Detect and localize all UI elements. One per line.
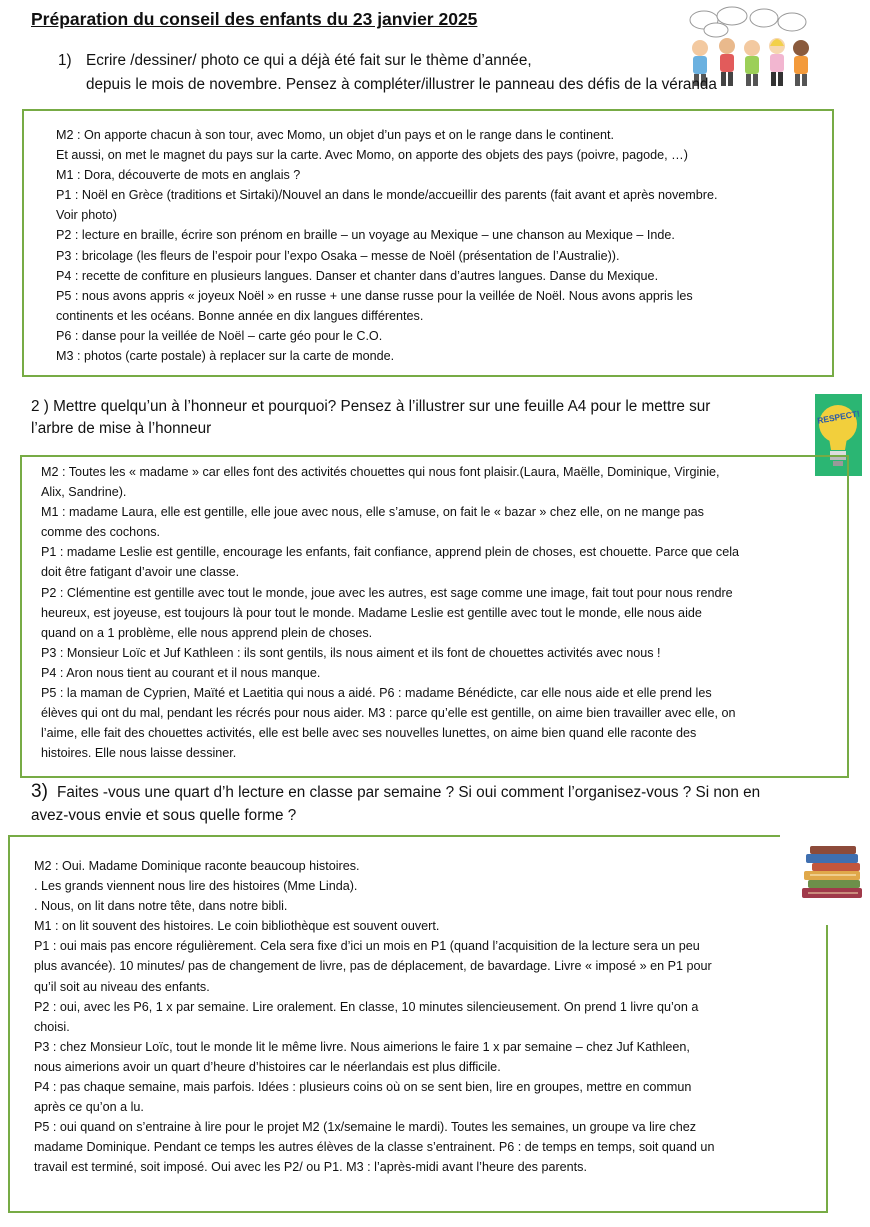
answer-line: continents et les océans. Bonne année en dix langues différentes. — [56, 308, 424, 323]
answer-line: P3 : Monsieur Loïc et Juf Kathleen : ils sont gentils, ils nous aiment et ils font de chouettes activités avec nous ! — [41, 645, 661, 660]
answer-line: M1 : on lit souvent des histoires. Le coin bibliothèque est souvent ouvert. — [34, 919, 440, 934]
section1-heading-line-1: Ecrire /dessiner/ photo ce qui a déjà été fait sur le thème d’année, — [86, 52, 532, 69]
section3-box-left-border — [8, 835, 10, 1213]
answer-line: l’aime, elle fait des chouettes activités, elle est belle avec ses nouvelles lunettes, on aime bien quand elle raconte des — [41, 726, 697, 741]
answer-line: P3 : chez Monsieur Loïc, tout le monde lit le même livre. Nous aimerions le faire 1 x par semaine – chez Juf Kathleen, — [34, 1039, 690, 1054]
section3-answers — [34, 856, 714, 1178]
books-stack-illustration — [800, 840, 870, 906]
answer-line: Voir photo) — [56, 208, 117, 223]
answer-line: P3 : bricolage (les fleurs de l’espoir pour l’expo Osaka – messe de Noël (présentation de l’Australie)). — [56, 248, 620, 263]
section1-number: 1) — [58, 52, 72, 69]
answer-line: nous aimerions avoir un quart d’heure d’histoires car le néerlandais est plus difficile. — [34, 1059, 501, 1074]
page-title: Préparation du conseil des enfants du 23 janvier 2025 — [31, 9, 478, 29]
answer-line: P2 : Clémentine est gentille avec tout le monde, joue avec les autres, est sage comme une image, fait tout pour nous rendre — [41, 585, 733, 600]
answer-line: choisi. — [34, 1019, 70, 1034]
answer-line: M2 : On apporte chacun à son tour, avec Momo, un objet d’un pays et on le range dans le continent. — [56, 128, 614, 142]
answer-line: Alix, Sandrine). — [41, 485, 127, 500]
answer-line: heureux, est joyeuse, est toujours là pour tout le monde. Madame Leslie est gentille avec tout le monde, elle nous aide — [41, 605, 702, 620]
answer-line: P5 : oui quand on s’entraine à lire pour le projet M2 (1x/semaine le mardi). Toutes les semaines, un groupe va lire chez — [34, 1120, 696, 1135]
section3-heading-line-2: avez-vous envie et sous quelle forme ? — [31, 807, 297, 824]
answer-line: P2 : lecture en braille, écrire son prénom en braille – un voyage au Mexique – une chanson au Mexique – Inde. — [56, 228, 675, 243]
answer-line: P1 : oui mais pas encore régulièrement. Cela sera fixe d’ici un mois en P1 (quand l’acquisition de la lecture sera un peu — [34, 939, 700, 954]
answer-line: P1 : madame Leslie est gentille, encourage les enfants, fait confiance, apprend plein de choses, est chouette. Parce que cela — [41, 545, 739, 560]
section3-heading-line-1: Faites -vous une quart d’h lecture en classe par semaine ? Si oui comment l’organisez-vous ? Si non en — [57, 784, 761, 801]
answer-line: P4 : recette de confiture en plusieurs langues. Danser et chanter dans d’autres langues. Danse du Mexique. — [56, 268, 659, 283]
section2-heading-line-2: l’arbre de mise à l’honneur — [31, 420, 212, 437]
section3-box-top-border — [8, 835, 780, 837]
answer-line: plus avancée). 10 minutes/ pas de changement de livre, pas de déplacement, de bavardage. Livre « imposé » en P1 pour — [34, 959, 712, 974]
answer-line: P5 : la maman de Cyprien, Maïté et Laetitia qui nous a aidé. P6 : madame Bénédicte, car elle nous aide et elle prend les — [41, 686, 712, 701]
answer-line: comme des cochons. — [41, 525, 160, 540]
answer-line: élèves qui ont du mal, pendant les récrés pour nous aider. M3 : parce qu’elle est gentille, on aime bien travailler avec elle, on — [41, 706, 736, 721]
section3-number: 3) — [31, 781, 48, 802]
answer-line: quand on a 1 problème, elle nous apprend plein de choses. — [41, 625, 373, 640]
answer-line: M2 : Toutes les « madame » car elles font des activités chouettes qui nous font plaisir.(Laura, Maëlle, Dominique, Virginie, — [41, 465, 720, 479]
section2-heading-line-1: 2 ) Mettre quelqu’un à l’honneur et pourquoi? Pensez à l’illustrer sur une feuille A4 pour le mettre sur — [31, 398, 711, 415]
answer-line: P5 : nous avons appris « joyeux Noël » en russe + une danse russe pour la veillée de Noël. Nous avons appris les — [56, 288, 693, 303]
section3-box-bottom-border — [8, 1211, 828, 1213]
answer-line: Et aussi, on met le magnet du pays sur la carte. Avec Momo, on apporte des objets des pays (poivre, pagode, …) — [56, 148, 688, 163]
answer-line: M2 : Oui. Madame Dominique raconte beaucoup histoires. — [34, 859, 360, 873]
answer-line: doit être fatigant d’avoir une classe. — [41, 565, 240, 580]
section1-answers — [56, 125, 718, 366]
answer-line: P1 : Noël en Grèce (traditions et Sirtaki)/Nouvel an dans le monde/accueillir des parents (fait avant et après novembre. — [56, 188, 718, 203]
answer-line: P4 : Aron nous tient au courant et il nous manque. — [41, 665, 321, 680]
answer-line: P4 : pas chaque semaine, mais parfois. Idées : plusieurs coins où on se sent bien, lire en groupes, mettre en commun — [34, 1080, 692, 1095]
answer-line: P6 : danse pour la veillée de Noël – carte géo pour le C.O. — [56, 328, 383, 343]
sticker-text: RESPECT! — [816, 408, 861, 426]
answer-line: après ce qu’on a lu. — [34, 1100, 144, 1115]
answer-line: M1 : madame Laura, elle est gentille, elle joue avec nous, elle s’amuse, on fait le « bazar » chez elle, on ne mange pas — [41, 505, 704, 520]
answer-line: madame Dominique. Pendant ce temps les autres élèves de la classe s’entrainent. P6 : de temps en temps, soit quand un — [34, 1140, 715, 1155]
answer-line: M3 : photos (carte postale) à replacer sur la carte de monde. — [56, 349, 395, 364]
section1-heading-line-2: depuis le mois de novembre. Pensez à compléter/illustrer le panneau des défis de la véranda — [86, 76, 717, 93]
answer-line: histoires. Elle nous laisse dessiner. — [41, 746, 237, 761]
answer-line: . Les grands viennent nous lire des histoires (Mme Linda). — [34, 879, 358, 894]
answer-line: M1 : Dora, découverte de mots en anglais ? — [56, 168, 301, 183]
answer-line: P2 : oui, avec les P6, 1 x par semaine. Lire oralement. En classe, 10 minutes silencieusement. On prend 1 livre qu’on a — [34, 999, 699, 1014]
answer-line: . Nous, on lit dans notre tête, dans notre bibli. — [34, 899, 288, 914]
section2-answers — [41, 462, 739, 763]
section3-box-right-border — [826, 925, 828, 1213]
answer-line: travail est terminé, soit imposé. Oui avec les P2/ ou P1. M3 : l’après-midi avant l’heure des parents. — [34, 1160, 587, 1175]
answer-line: qu’il soit au niveau des enfants. — [34, 979, 210, 994]
